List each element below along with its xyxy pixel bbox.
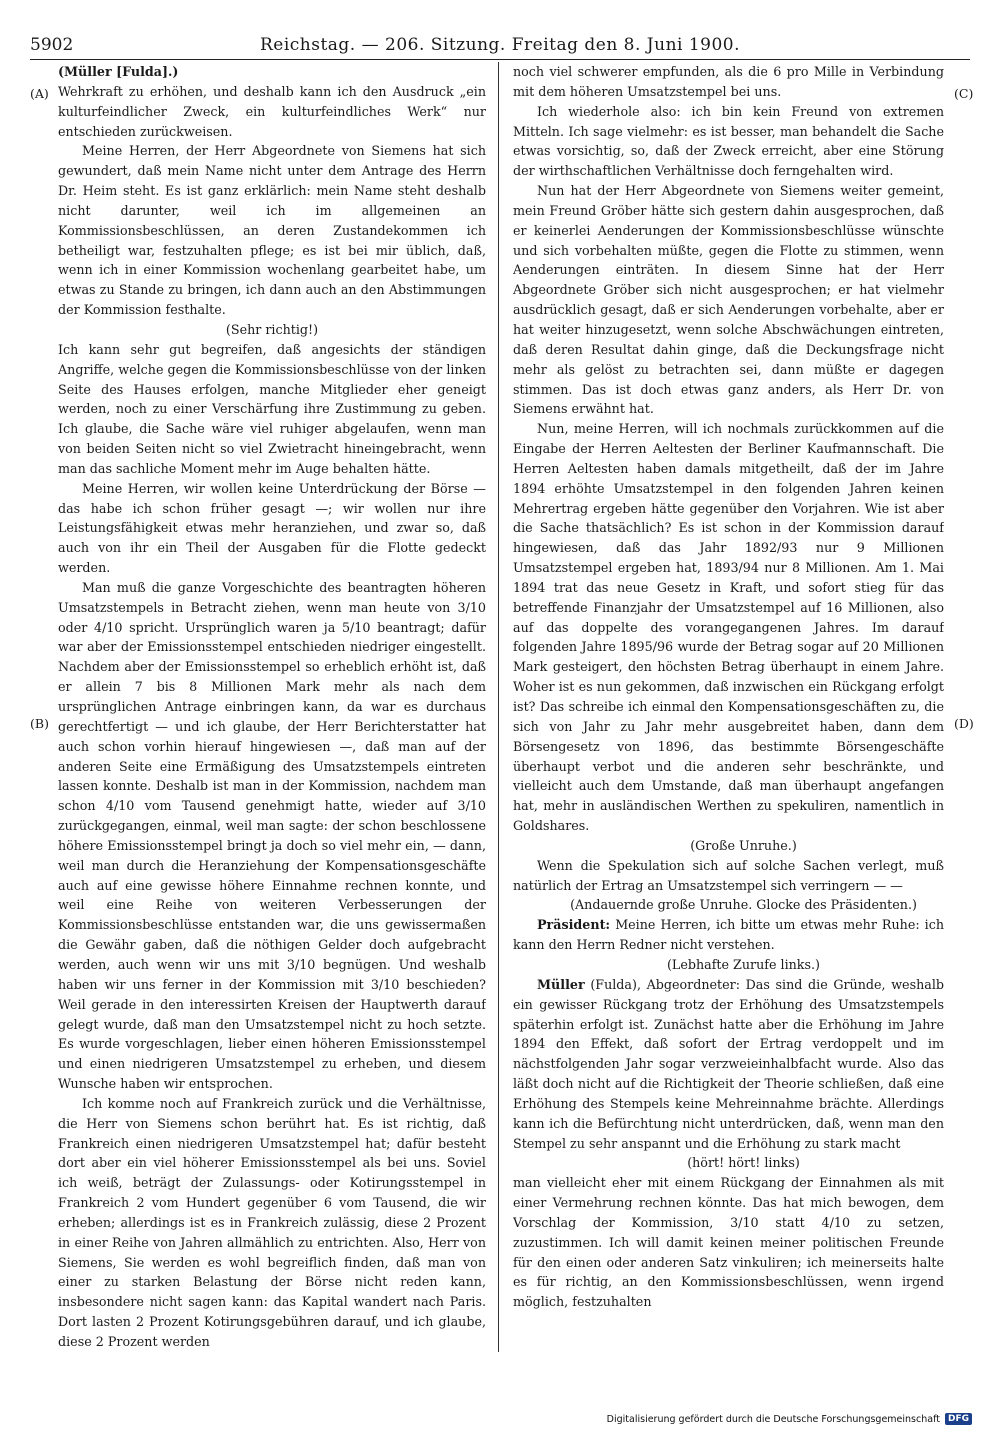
page-header — [30, 30, 970, 60]
interjection: (Andauernde große Unruhe. Glocke des Präsidenten.) — [570, 897, 917, 913]
margin-marker-a: (A) — [30, 86, 49, 101]
margin-marker-c: (C) — [954, 86, 974, 101]
page-number: 5902 — [30, 35, 74, 55]
page-title: Reichstag. — 206. Sitzung. Freitag den 8. Juni 1900. — [259, 35, 741, 55]
interjection: (Sehr richtig!) — [225, 321, 319, 337]
paragraph: Wenn die Spekulation sich auf solche Sachen verlegt, muß natürlich der Ertrag an Umsatzstempel sich verringern — — — [513, 857, 944, 893]
president-text: Meine Herren, ich bitte um etwas mehr Ruhe: ich kann den Herrn Redner nicht verstehen. — [513, 917, 944, 953]
paragraph: man vielleicht eher mit einem Rückgang der Einnahmen als mit einer Vermehrung rechnen könnte. Das hat mich bewogen, dem Vorschlag der Kommission, 3/10 statt 4/10 zu setzen, zuzustimmen. Ich will damit keinen meiner politischen Freunde für den einen oder anderen Satz vinkuliren; ich meinerseits halte es für richtig, an den Kommissionsbeschlüssen, wenn irgend möglich, festzuhalten — [513, 1175, 944, 1310]
paragraph: Ich komme noch auf Frankreich zurück und die Verhältnisse, die Herr von Siemens schon berührt hat. Es ist richtig, daß Frankreich einen niedrigeren Umsatzstempel hat; dafür besteht dort aber ein viel höherer Emissionsstempel als bei uns. Soviel ich weiß, beträgt der Zulassungs- oder Kotirungsstempel in Frankreich 2 vom Hundert gegenüber 6 vom Tausend, die wir erheben; allerdings ist es in Frankreich zulässig, diese 2 Prozent in einer Reihe von Jahren allmählich zu entrichten. Also, Herr von Siemens, Sie werden es wohl begreiflich finden, daß man von einer zu starken Belastung der Börse nicht reden kann, insbesondere nicht sagen kann: das Kapital wandert nach Paris. Dort lasten 2 Prozent Kotirungsgebühren darauf, und ich glaube, diese 2 Prozent werden — [58, 1095, 486, 1349]
paragraph: Ich wiederhole also: ich bin kein Freund von extremen Mitteln. Ich sage vielmehr: es ist besser, man behandelt die Sache etwas vorsichtig, so, daß der Zweck erreicht, aber eine Störung der wirthschaftlichen Verhältnisse doch ferngehalten wird. — [513, 103, 944, 179]
interjection: (Große Unruhe.) — [690, 837, 797, 853]
paragraph: noch viel schwerer empfunden, als die 6 pro Mille in Verbindung mit dem höheren Umsatzstempel bei uns. — [513, 64, 944, 99]
speaker-label: Müller — [537, 976, 585, 992]
paragraph: Man muß die ganze Vorgeschichte des beantragten höheren Umsatzstempels in Betracht ziehen, wenn man heute von 3/10 oder 4/10 spricht. Ursprünglich waren ja 5/10 beantragt; dafür war aber der Emissionsstempel entschieden niedriger eingestellt. Nachdem aber der Emissionsstempel so erheblich erhöht ist, daß er allein 7 bis 8 Millionen Mark mehr als nach dem ursprünglichen Antrage einbringen kann, da war es durchaus gerechtfertigt — und ich glaube, der Herr Berichterstatter hat auch schon vorhin hierauf hingewiesen —, daß man auf der anderen Seite eine Ermäßigung des Umsatzstempels eintreten lassen konnte. Deshalb ist man in der Kommission, nachdem man schon 4/10 vom Tausend genehmigt hatte, wieder auf 3/10 zurückgegangen, einmal, weil man sagte: der schon beschlossene höhere Emissionsstempel bringt ja doch so viel mehr ein, — dann, weil man durch die Heranziehung der Kompensationsgeschäfte auch auf eine gewisse höhere Einnahme rechnen konnte, und weil eine Reihe von weiteren Verbesserungen der Kommissionsbeschlüsse entstanden war, die uns gewissermaßen die Gewähr gaben, daß die nöthigen Gelder doch aufgebracht werden, auch wenn wir uns mit 3/10 begnügen. Und weshalb haben wir uns ferner in der Kommission mit 3/10 beschieden? Weil gerade in den interessirten Kreisen der Hauptwerth darauf gelegt wurde, daß man den Umsatzstempel nicht zu hoch setzte. Es wurde vorgeschlagen, lieber einen höheren Emissionsstempel und einen niedrigeren Umsatzstempel zu erheben, und diesem Wunsche haben wir entsprochen. — [58, 579, 486, 1092]
paragraph: Wehrkraft zu erhöhen, und deshalb kann ich den Ausdruck „ein kulturfeindlicher Zweck, ein kulturfeindliches Werk“ nur entschieden zurückweisen. — [58, 83, 486, 139]
paragraph: Meine Herren, der Herr Abgeordnete von Siemens hat sich gewundert, daß mein Name nicht unter dem Antrage des Herrn Dr. Heim steht. Es ist ganz erklärlich: mein Name steht deshalb nicht darunter, weil ich im allgemeinen an Kommissionsbeschlüssen, an deren Zustandekommen ich betheiligt war, festzuhalten pflege; es ist bei mir üblich, daß, wenn ich in einer Kommission wochenlang gearbeitet habe, um etwas zu Stande zu bringen, ich dann auch an den Abstimmungen der Kommission festhalte. — [58, 143, 486, 318]
president-paragraph — [513, 915, 944, 955]
speaker-paragraph — [513, 975, 944, 1154]
paragraph: Nun hat der Herr Abgeordnete von Siemens weiter gemeint, mein Freund Gröber hätte sich gestern dahin ausgesprochen, daß er keinerlei Aenderungen der Kommissionsbeschlüsse wünschte und sich vorbehalten müßte, gegen die Flotte zu stimmen, wenn Aenderungen einträten. In diesem Sinne hat der Herr Abgeordnete Gröber sich nicht ausgesprochen; er hat vielmehr ausdrücklich gesagt, daß er sich Aenderungen vorbehalte, aber er hat weiter hinzugesetzt, wenn solche Abschwächungen eintreten, daß deren Resultat dahin ginge, daß die Deckungsfrage nicht mehr als gelöst zu betrachten sei, dann müßte er dagegen stimmen. Das ist doch etwas ganz anders, als Herr Dr. von Siemens erwähnt hat. — [513, 183, 944, 417]
margin-marker-b: (B) — [30, 716, 49, 731]
speaker-text: (Fulda), Abgeordneter: Das sind die Gründe, weshalb ein gewisser Rückgang trotz der Erhöhung des Umsatzstempels späterhin erfolgt ist. Zunächst hatte aber die Erhöhung im Jahre 1894 den Effekt, daß sofort der Ertrag verdoppelt und im nächstfolgenden Jahr sogar verzweieinhalbfacht wurde. Also das läßt doch nicht auf die Richtigkeit der Theorie schließen, daß eine Erhöhung des Stempels keine Mehreinnahme brächte. Allerdings kann ich die Befürchtung nicht unterdrücken, daß, wenn man den Stempel zu sehr anspannt und die Erhöhung zu stark macht — [513, 976, 944, 1151]
column-divider — [498, 62, 499, 1352]
left-column — [58, 62, 486, 1352]
digitization-credit — [607, 1413, 972, 1425]
margin-marker-d: (D) — [954, 716, 974, 731]
speaker-heading: (Müller [Fulda].) — [58, 64, 179, 79]
interjection: (hört! hört! links) — [687, 1155, 800, 1171]
paragraph: Nun, meine Herren, will ich nochmals zurückkommen auf die Eingabe der Herren Aeltesten der Berliner Kaufmannschaft. Die Herren Aeltesten haben damals mitgetheilt, daß der im Jahre 1894 erhöhte Umsatzstempel in den folgenden Jahren keinen Mehrertrag ergeben hätte gegenüber den Vorjahren. Wie ist aber die Sache thatsächlich? Es ist schon in der Kommission darauf hingewiesen, daß das Jahr 1892/93 nur 9 Millionen Umsatzstempel ergeben hat, 1893/94 nur 8 Millionen. Am 1. Mai 1894 trat das neue Gesetz in Kraft, und sofort stieg für das betreffende Finanzjahr der Umsatzstempel auf 16 Millionen, also auf das doppelte des vorangegangenen Jahres. Im darauf folgenden Jahre 1895/96 wurde der Betrag sogar auf 20 Millionen Mark gesteigert, den höchsten Betrag überhaupt in einem Jahre. Woher ist es nun gekommen, daß inzwischen ein Rückgang erfolgt ist? Das schreibe ich einmal den Kompensationsgeschäften zu, die sich von Jahr zu Jahr mehr ausgebreitet haben, dann dem Börsengesetz von 1896, das bestimmte Börsengeschäfte überhaupt verbot und die anderen sehr beschränkte, und vielleicht auch dem Umstande, daß man überhaupt angefangen hat, mehr in ausländischen Werthen zu spekuliren, namentlich in Goldshares. — [513, 421, 944, 834]
dfg-logo: DFG — [945, 1413, 972, 1425]
paragraph: Ich kann sehr gut begreifen, daß angesichts der ständigen Angriffe, welche gegen die Kommissionsbeschlüsse von der linken Seite des Hauses erfolgen, manche Mitglieder eher geneigt werden, noch zu einer Verschärfung ihre Zustimmung zu geben. Ich glaube, die Sache wäre viel ruhiger abgelaufen, wenn man von beiden Seiten nicht so viel Zwietracht hineingebracht, wenn man das sachliche Moment mehr im Auge behalten hätte. — [58, 341, 486, 476]
right-column — [513, 62, 944, 1352]
president-label: Präsident: — [537, 917, 611, 933]
paragraph: Meine Herren, wir wollen keine Unterdrückung der Börse — das habe ich schon früher gesagt —; wir wollen nur ihre Leistungsfähigkeit etwas mehr heranziehen, und zwar so, daß auch von ihr ein Theil der Ausgaben für die Flotte gedeckt werden. — [58, 480, 486, 576]
credit-text: Digitalisierung gefördert durch die Deutsche Forschungsgemeinschaft — [606, 1413, 940, 1425]
interjection: (Lebhafte Zurufe links.) — [666, 956, 820, 972]
